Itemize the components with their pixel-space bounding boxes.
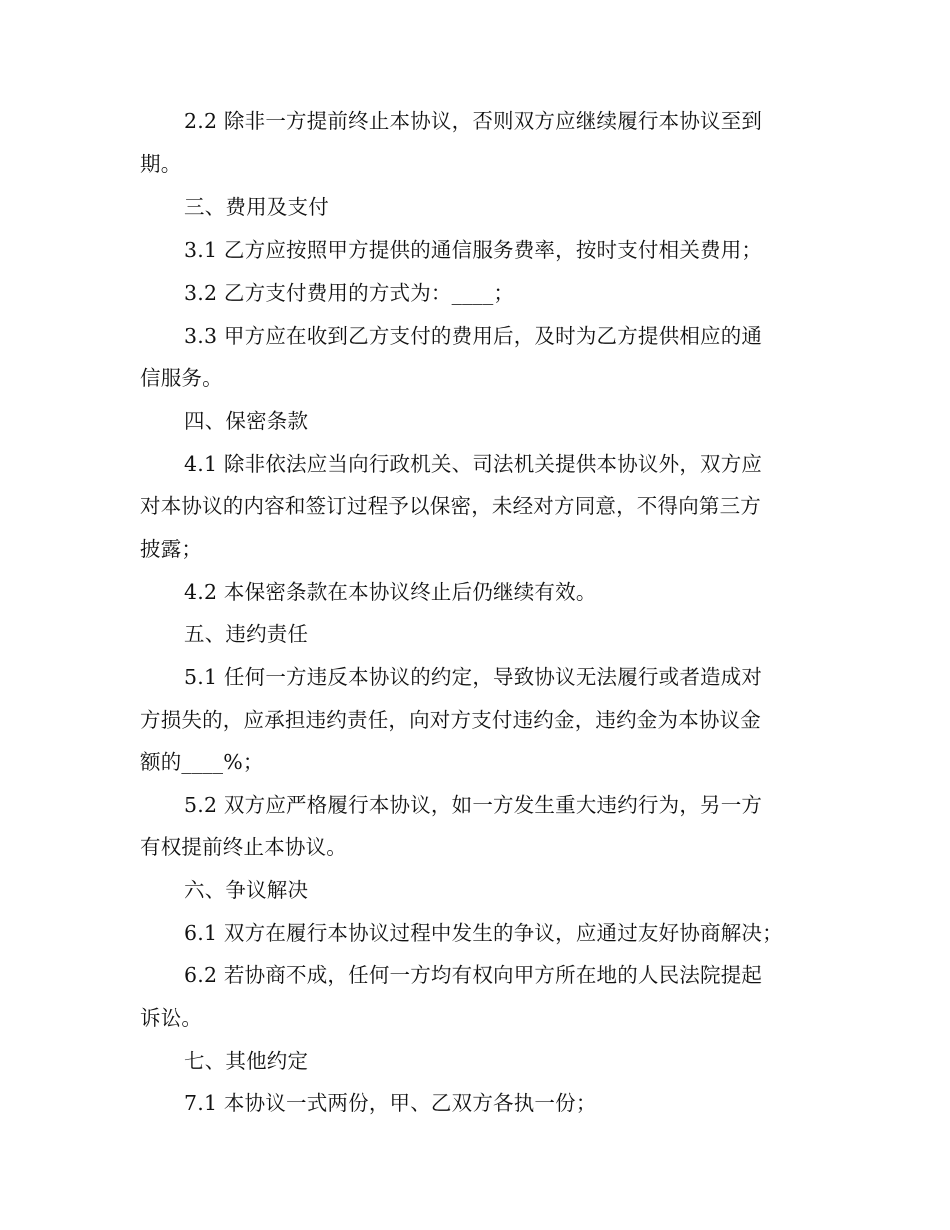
clause-5-2-line-2: 有权提前终止本协议。 — [140, 835, 347, 859]
clause-3-2: 3.2 乙方支付费用的方式为：____； — [184, 281, 515, 305]
clause-5-2-line-1: 5.2 双方应严格履行本协议，如一方发生重大违约行为，另一方 — [184, 793, 763, 817]
clause-5-1-line-1: 5.1 任何一方违反本协议的约定，导致协议无法履行或者造成对 — [184, 665, 763, 689]
clause-7-1: 7.1 本协议一式两份，甲、乙双方各执一份； — [184, 1091, 597, 1115]
clause-4-1-line-2: 对本协议的内容和签订过程予以保密，未经对方同意，不得向第三方 — [140, 494, 761, 518]
clause-6-2-line-2: 诉讼。 — [140, 1006, 203, 1030]
section-5-heading: 五、违约责任 — [184, 622, 309, 646]
section-7-heading: 七、其他约定 — [184, 1049, 309, 1073]
clause-3-1: 3.1 乙方应按照甲方提供的通信服务费率，按时支付相关费用； — [184, 238, 763, 262]
clause-2-2-line-1: 2.2 除非一方提前终止本协议，否则双方应继续履行本协议至到 — [184, 109, 763, 133]
clause-2-2-line-2: 期。 — [140, 152, 182, 176]
clause-5-1-line-2: 方损失的，应承担违约责任，向对方支付违约金，违约金为本协议金 — [140, 708, 761, 732]
clause-6-2-line-1: 6.2 若协商不成，任何一方均有权向甲方所在地的人民法院提起 — [184, 963, 763, 987]
clause-4-1-line-3: 披露； — [140, 537, 203, 561]
section-4-heading: 四、保密条款 — [184, 409, 309, 433]
clause-4-1-line-1: 4.1 除非依法应当向行政机关、司法机关提供本协议外，双方应 — [184, 452, 763, 476]
section-3-heading: 三、费用及支付 — [184, 195, 329, 219]
clause-3-3-line-2: 信服务。 — [140, 366, 223, 390]
clause-3-3-line-1: 3.3 甲方应在收到乙方支付的费用后，及时为乙方提供相应的通 — [184, 324, 763, 348]
clause-5-1-line-3: 额的____%； — [140, 750, 264, 774]
section-6-heading: 六、争议解决 — [184, 878, 309, 902]
clause-6-1: 6.1 双方在履行本协议过程中发生的争议，应通过友好协商解决； — [184, 921, 783, 945]
clause-4-2: 4.2 本保密条款在本协议终止后仍继续有效。 — [184, 580, 597, 604]
